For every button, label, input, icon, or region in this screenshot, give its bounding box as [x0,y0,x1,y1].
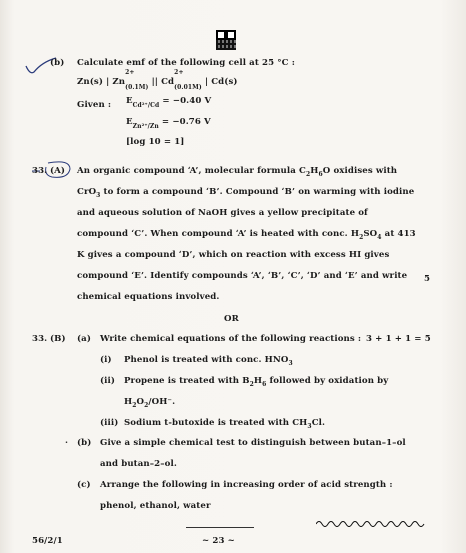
q33a-line-6: compound ‘E’. Identify compounds ‘A’, ‘B’, ‘C’, ‘D’ and ‘E’ and write [77,271,408,281]
part-ii-text: Propene is treated with $B_2H_6$ followed by oxidation by [124,376,389,388]
part-iii-text: Sodium t-butoxide is treated with $CH_3Cl$. [124,418,326,430]
electrode-potential-zn: $E_{Zn^{2+}/Zn} = -0.76$ V [126,117,211,130]
q33a-marks: 5 [424,274,431,284]
part-i-label: (i) [100,355,112,365]
part-a-text: Write chemical equations of the following reactions : [100,334,362,344]
part-b-text-line-2: and butan–2–ol. [100,459,177,469]
electrode-potential-cd: $E_{Cd^{2+}/Cd} = -0.40$ V [126,96,212,109]
log-hint: [log 10 = 1] [126,137,185,147]
part-a-marks: 3 + 1 + 1 = 5 [366,334,431,344]
end-rule [186,527,254,528]
question-b-label: (b) [50,58,65,68]
question-33b-label: (B) [50,334,66,344]
q33a-line-5: K gives a compound ‘D’, which on reaction with excess HI gives [77,250,390,260]
question-b-text: Calculate emf of the following cell at 25 °C : [77,58,295,68]
question-33a-number: 33. [32,166,48,176]
paper-code: 56/2/1 [32,536,63,546]
wavy-line-icon [316,518,426,530]
part-b-text-line-1: Give a simple chemical test to distinguish between butan–1–ol [100,438,406,448]
q33a-line-3: and aqueous solution of NaOH gives a yellow precipitate of [77,208,368,218]
part-iii-label: (iii) [100,418,119,428]
or-separator: OR [224,314,239,324]
part-c-label: (c) [77,480,91,490]
part-a-label: (a) [77,334,92,344]
part-b-label: (b) [77,438,92,448]
qr-code [216,30,236,50]
given-label: Given : [77,100,112,110]
part-ii-label: (ii) [100,376,116,386]
part-c-text-line-1: Arrange the following in increasing order of acid strength : [100,480,393,490]
part-c-text-line-2: phenol, ethanol, water [100,501,211,511]
q33a-line-2: CrO$_3$ to form a compound ‘B’. Compound ‘B’ on warming with iodine [77,187,415,199]
page-number: ~ 23 ~ [202,536,235,546]
q33a-line-7: chemical equations involved. [77,292,220,302]
question-33b-number: 33. [32,334,48,344]
part-ii-text-line-2: $H_2O_2/OH^-$. [124,397,176,409]
question-33a-label: (A) [50,166,66,176]
q33a-line-1: An organic compound ‘A’, molecular formula $C_2H_6O$ oxidises with [77,166,398,178]
part-i-text: Phenol is treated with conc. $HNO_3$ [124,355,293,367]
bullet-dot: · [65,438,69,448]
q33a-line-4: compound ‘C’. When compound ‘A’ is heated with conc. $H_2SO_4$ at 413 [77,229,416,241]
cell-notation: Zn(s) | Zn 2+ $_{(0.1M)}$ || Cd 2+ $_{(0.01M)}$ | Cd(s) [77,69,238,91]
